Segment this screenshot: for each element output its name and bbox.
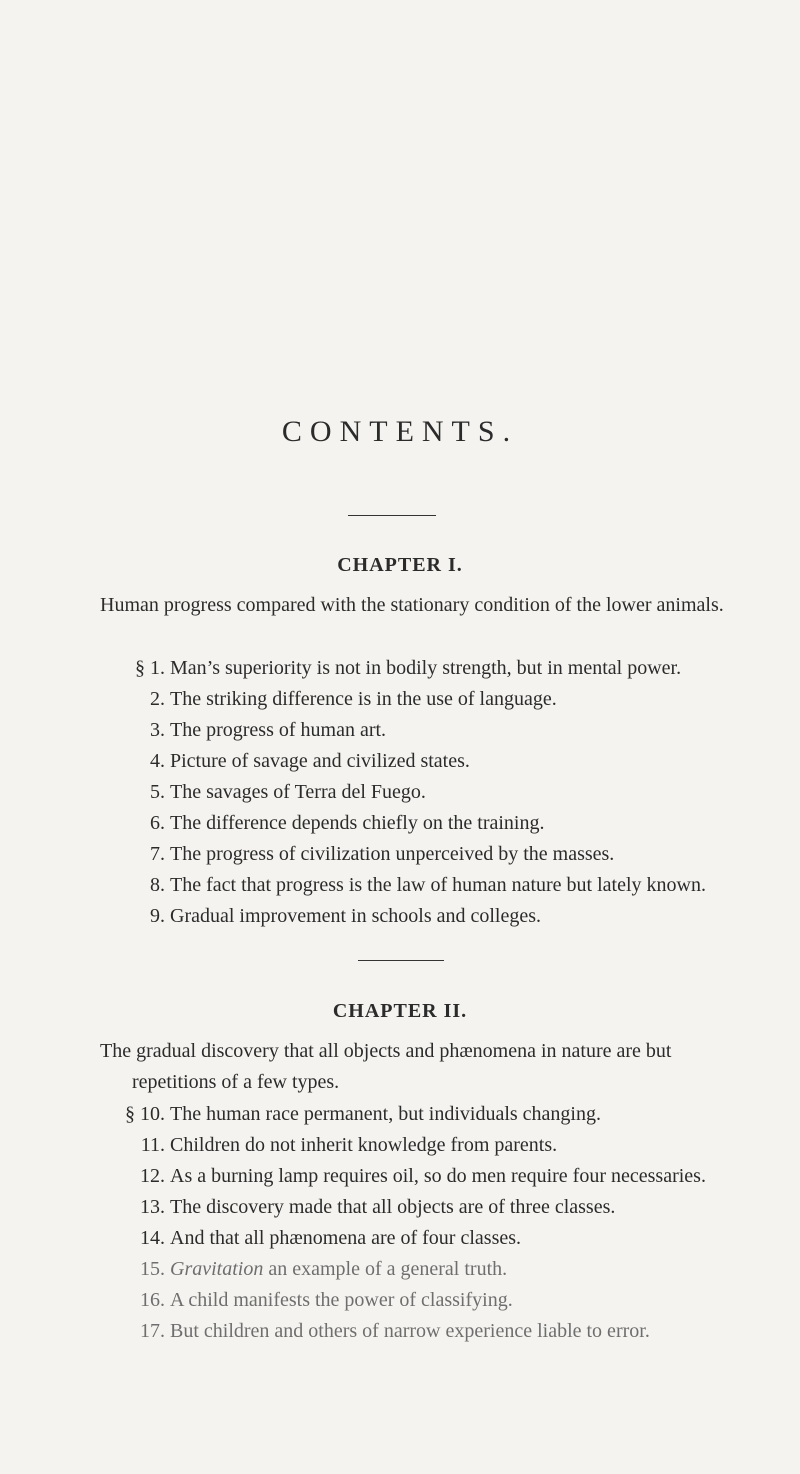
section-number: 8. <box>150 874 165 896</box>
section-number: 11. <box>140 1134 165 1156</box>
contents-item <box>0 777 800 808</box>
section-text: As a burning lamp requires oil, so do men require four necessaries. <box>170 1165 706 1187</box>
contents-item <box>0 746 800 777</box>
section-text: A child manifests the power of classifying. <box>170 1289 513 1311</box>
section-number: 4. <box>150 750 165 772</box>
section-number: 9. <box>150 905 165 927</box>
chapter-1-contents-list <box>0 653 800 932</box>
chapter-divider <box>358 960 444 961</box>
section-number: 3. <box>150 719 165 741</box>
section-text: And that all phænomena are of four classes. <box>170 1227 522 1249</box>
section-number: 2. <box>150 688 165 710</box>
contents-item <box>0 839 800 870</box>
section-number: 5. <box>150 781 165 803</box>
chapter-2-contents-list <box>0 1099 800 1347</box>
section-text: Man’s superiority is not in bodily strength, but in mental power. <box>170 657 682 679</box>
section-number: 16. <box>140 1289 165 1311</box>
section-text: Gradual improvement in schools and colleges. <box>170 905 542 927</box>
contents-item <box>0 1316 800 1347</box>
section-text-italic: Gravitation <box>170 1258 264 1280</box>
contents-item <box>0 1130 800 1161</box>
contents-item <box>0 1285 800 1316</box>
section-number: 12. <box>140 1165 165 1187</box>
section-number: 13. <box>140 1196 165 1218</box>
section-text: The progress of civilization unperceived by the masses. <box>170 843 615 865</box>
contents-item <box>0 653 800 684</box>
section-text: The progress of human art. <box>170 719 387 741</box>
section-text: The striking difference is in the use of language. <box>170 688 557 710</box>
contents-item <box>0 1192 800 1223</box>
section-text <box>170 1254 760 1285</box>
section-text: But children and others of narrow experience liable to error. <box>170 1320 650 1342</box>
section-text: The difference depends chiefly on the training. <box>170 812 545 834</box>
section-text: The savages of Terra del Fuego. <box>170 781 426 803</box>
chapter-2-summary: The gradual discovery that all objects and phænomena in nature are but repetitions of a few types. <box>100 1040 672 1093</box>
page-title: CONTENTS. <box>281 415 519 448</box>
section-number: 15. <box>140 1258 165 1280</box>
section-text: Children do not inherit knowledge from parents. <box>170 1134 558 1156</box>
contents-item <box>0 684 800 715</box>
contents-item <box>0 715 800 746</box>
contents-item <box>0 1099 800 1130</box>
section-number: 6. <box>150 812 165 834</box>
contents-item <box>0 1161 800 1192</box>
contents-item <box>0 1254 800 1285</box>
section-number: 14. <box>140 1227 165 1249</box>
chapter-2-heading: CHAPTER II. <box>332 1000 468 1022</box>
section-number: 7. <box>150 843 165 865</box>
chapter-1-heading: CHAPTER I. <box>337 554 463 576</box>
contents-item <box>0 1223 800 1254</box>
section-text: Picture of savage and civilized states. <box>170 750 470 772</box>
section-number: 17. <box>140 1320 165 1342</box>
contents-item <box>0 870 800 901</box>
section-text-rest: an example of a general truth. <box>263 1258 508 1280</box>
contents-item <box>0 808 800 839</box>
chapter-1-summary: Human progress compared with the stationary condition of the lower animals. <box>100 594 724 616</box>
section-text: The human race permanent, but individuals changing. <box>170 1103 601 1125</box>
section-number: § 1. <box>135 657 165 679</box>
section-text: The fact that progress is the law of human nature but lately known. <box>170 874 706 896</box>
title-divider <box>348 515 436 516</box>
contents-item <box>0 901 800 932</box>
section-number: § 10. <box>125 1103 165 1125</box>
section-text: The discovery made that all objects are of three classes. <box>170 1196 616 1218</box>
